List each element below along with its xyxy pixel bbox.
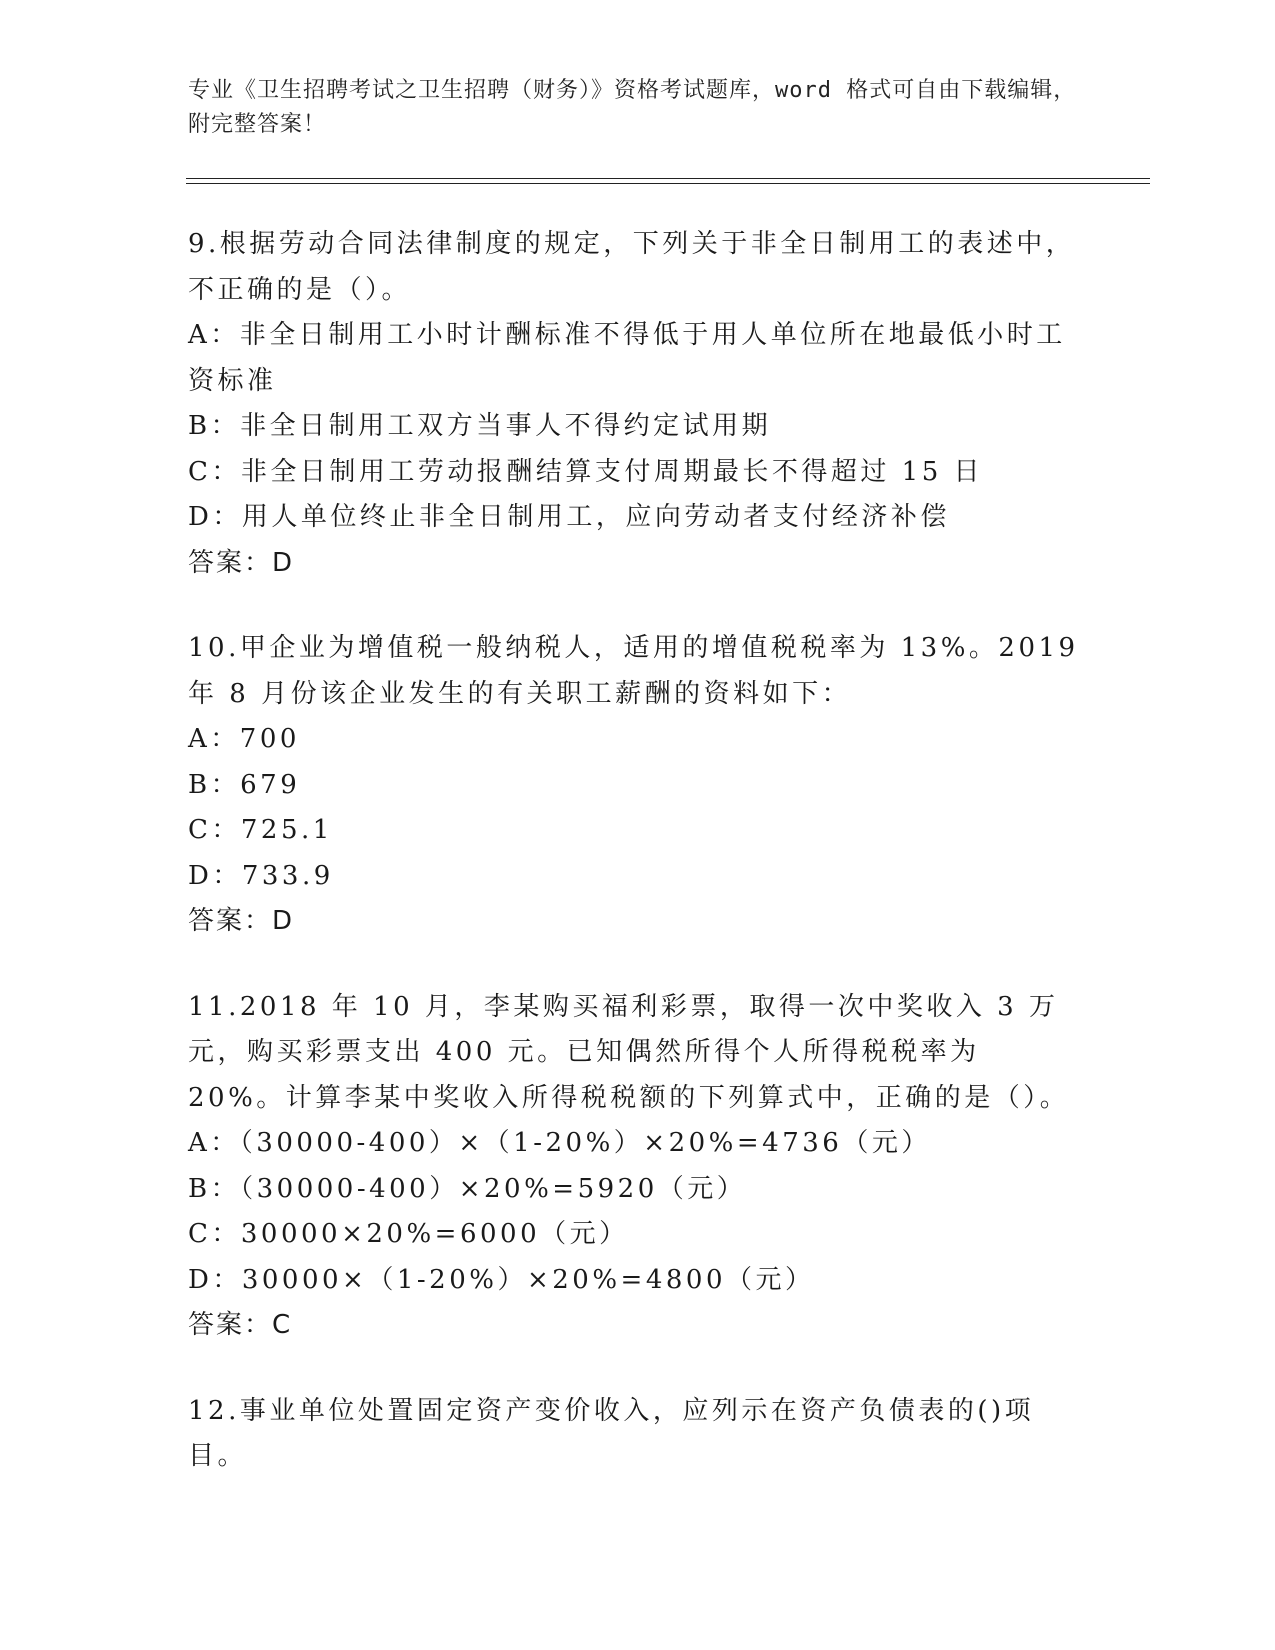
option-a: A：700 [188, 724, 300, 754]
option-c: C：30000×20%=6000（元） [188, 1219, 629, 1249]
answer: 答案：C [188, 1310, 293, 1340]
question-text: 12.事业单位处置固定资产变价收入，应列示在资产负债表的()项目。 [188, 1395, 1035, 1471]
header-divider-bottom [186, 183, 1150, 184]
option-a: A：非全日制用工小时计酬标准不得低于用人单位所在地最低小时工资标准 [188, 320, 1066, 396]
option-c: C：非全日制用工劳动报酬结算支付周期最长不得超过 15 日 [188, 456, 984, 487]
option-d: D：733.9 [188, 860, 334, 891]
question-12 [188, 1389, 1088, 1480]
option-d: D：用人单位终止非全日制用工，应向劳动者支付经济补偿 [188, 502, 950, 532]
option-c: C：725.1 [188, 815, 333, 845]
option-b: B：679 [188, 769, 301, 800]
question-list [188, 222, 1091, 1520]
question-9 [188, 222, 1088, 586]
document-header: 专业《卫生招聘考试之卫生招聘（财务）》资格考试题库，word 格式可自由下载编辑，附完整答案！ [188, 78, 1077, 137]
option-b: B：非全日制用工双方当事人不得约定试用期 [188, 411, 772, 441]
question-10 [188, 626, 1091, 945]
question-11 [188, 985, 1088, 1349]
option-d: D：30000×（1-20%）×20%=4800（元） [188, 1264, 815, 1295]
option-b: B：（30000-400）×20%=5920（元） [188, 1173, 747, 1204]
header-divider-top [186, 178, 1150, 179]
question-text: 11.2018 年 10 月，李某购买福利彩票，取得一次中奖收入 3 万元，购买彩票支出 400 元。已知偶然所得个人所得税税率为 20%。计算李某中奖收入所得税税额的下列算式中，正确的是（）。 [188, 991, 1070, 1113]
option-a: A：（30000-400）×（1-20%）×20%=4736（元） [188, 1128, 931, 1158]
question-text: 9.根据劳动合同法律制度的规定，下列关于非全日制用工的表述中，不正确的是（）。 [188, 229, 1076, 305]
answer: 答案：D [188, 547, 295, 578]
question-text: 10.甲企业为增值税一般纳税人，适用的增值税税率为 13%。2019 年 8 月份该企业发生的有关职工薪酬的资料如下： [188, 633, 1091, 709]
answer: 答案：D [188, 906, 295, 936]
